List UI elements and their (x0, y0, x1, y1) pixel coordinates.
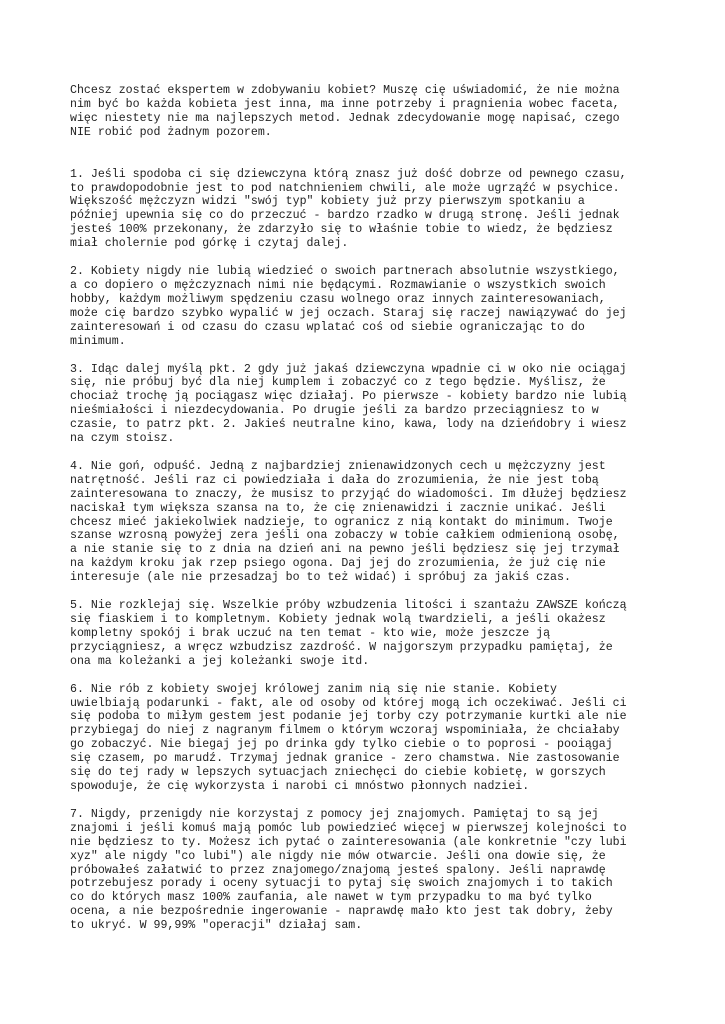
point-6-paragraph: 6. Nie rób z kobiety swojej królowej zanim nią się nie stanie. Kobiety uwielbiają podarunki - fakt, ale od osoby od której mogą ich oczekiwać. Jeśli ci się podoba to miłym gestem jest podanie jej torby czy potrzymanie kurtki ale nie przybiegaj do niej z nagranym filmem o którym wczoraj wspominiała, że chciałaby go zobaczyć. Nie biegaj jej po drinka gdy tylko ciebie o to poprosi - pooiągaj się czasem, po marudź. Trzymaj jednak granice - zero chamstwa. Nie zastosowanie się do tej rady w lepszych sytuacjach zniechęci do ciebie kobietę, w gorszych spowoduje, że cię wykorzysta i narobi ci mnóstwo płonnych nadziei. (70, 682, 627, 793)
point-7-paragraph: 7. Nigdy, przenigdy nie korzystaj z pomocy jej znajomych. Pamiętaj to są jej znajomi i jeśli komuś mają pomóc lub powiedzieć więcej w pierwszej kolejności to nie będziesz to ty. Możesz ich pytać o zainteresowania (ale konkretnie "czy lubi xyz" ale nigdy "co lubi") ale nigdy nie mów otwarcie. Jeśli ona dowie się, że próbowałeś załatwić to przez znajomego/znajomą jesteś spalony. Jeśli naprawdę potrzebujesz porady i oceny sytuacji to pytaj się swoich znajomych i to takich co do których masz 100% zaufania, ale nawet w tym przypadku to ma być tylko ocena, a nie bezpośrednie ingerowanie - naprawdę mało kto jest tak dobry, żeby to ukryć. W 99,99% "operacji" działaj sam. (70, 807, 627, 933)
point-5-paragraph: 5. Nie rozklejaj się. Wszelkie próby wzbudzenia litości i szantażu ZAWSZE kończą się fiaskiem i to kompletnym. Kobiety jednak wolą twardzieli, a jeśli okażesz kompletny spokój i brak uczuć na ten temat - kto wie, może jeszcze ją przyciągniesz, a wręcz wzbudzisz zazdrość. W najgorszym przypadku pamiętaj, że ona ma koleżanki a jej koleżanki swoje itd. (70, 599, 627, 668)
point-2-paragraph: 2. Kobiety nigdy nie lubią wiedzieć o swoich partnerach absolutnie wszystkiego, a co dopiero o mężczyznach nimi nie będącymi. Rozmawianie o wszystkich swoich hobby, każdym możliwym spędzeniu czasu wolnego oraz innych zainteresowaniach, może cię bardzo szybko wypalić w jej oczach. Staraj się raczej nawiązywać do jej zainteresowań i od czasu do czasu wplatać coś od siebie ograniczając to do minimum. (70, 265, 627, 348)
point-4-paragraph: 4. Nie goń, odpuść. Jedną z najbardziej znienawidzonych cech u mężczyzny jest natrętność. Jeśli raz ci powiedziała i dała do zrozumienia, że nie jest tobą zainteresowana to znaczy, że musisz to przyjąć do wiadomości. Im dłużej będziesz naciskał tym większa szansa na to, że cię znienawidzi i zacznie unikać. Jeśli chcesz mieć jakiekolwiek nadzieje, to ogranicz z nią kontakt do minimum. Twoje szanse wzrosną powyżej zera jeśli ona zobaczy w tobie całkiem odmienioną osobę, a nie stanie się to z dnia na dzień ani na pewno jeśli będziesz się jej trzymał na każdym kroku jak rzep psiego ogona. Daj jej do zrozumienia, że już cię nie interesuje (ale nie przesadzaj bo to też widać) i spróbuj za jakiś czas. (70, 459, 627, 585)
intro-paragraph: Chcesz zostać ekspertem w zdobywaniu kobiet? Muszę cię uświadomić, że nie można nim być bo każda kobieta jest inna, ma inne potrzeby i pragnienia wobec faceta, więc niestety nie ma najlepszych metod. Jednak zdecydowanie mogę napisać, czego NIE robić pod żadnym pozorem. (70, 84, 620, 139)
document-page (70, 84, 660, 947)
point-3-paragraph: 3. Idąc dalej myślą pkt. 2 gdy już jakaś dziewczyna wpadnie ci w oko nie ociągaj się, nie próbuj być dla niej kumplem i zobaczyć co z tego będzie. Myślisz, że chociaż trochę ją pociągasz więc działaj. Po pierwsze - kobiety bardzo nie lubią nieśmiałości i niezdecydowania. Po drugie jeśli za bardzo przeciągniesz to w czasie, to patrz pkt. 2. Jakieś neutralne kino, kawa, lody na dzieńdobry i wiesz na czym stoisz. (70, 362, 627, 446)
point-1-paragraph: 1. Jeśli spodoba ci się dziewczyna którą znasz już dość dobrze od pewnego czasu, to prawdopodobnie jest to pod natchnieniem chwili, ale może ugrząźć w psychice. Większość mężczyzn widzi "swój typ" kobiety już przy pierwszym spotkaniu a później upewnia się co do przeczuć - bardzo rzadko w drugą stronę. Jeśli jednak jesteś 100% przekonany, że zdarzyło się to właśnie tobie to wiedz, że będziesz miał cholernie pod górkę i czytaj dalej. (70, 167, 627, 251)
